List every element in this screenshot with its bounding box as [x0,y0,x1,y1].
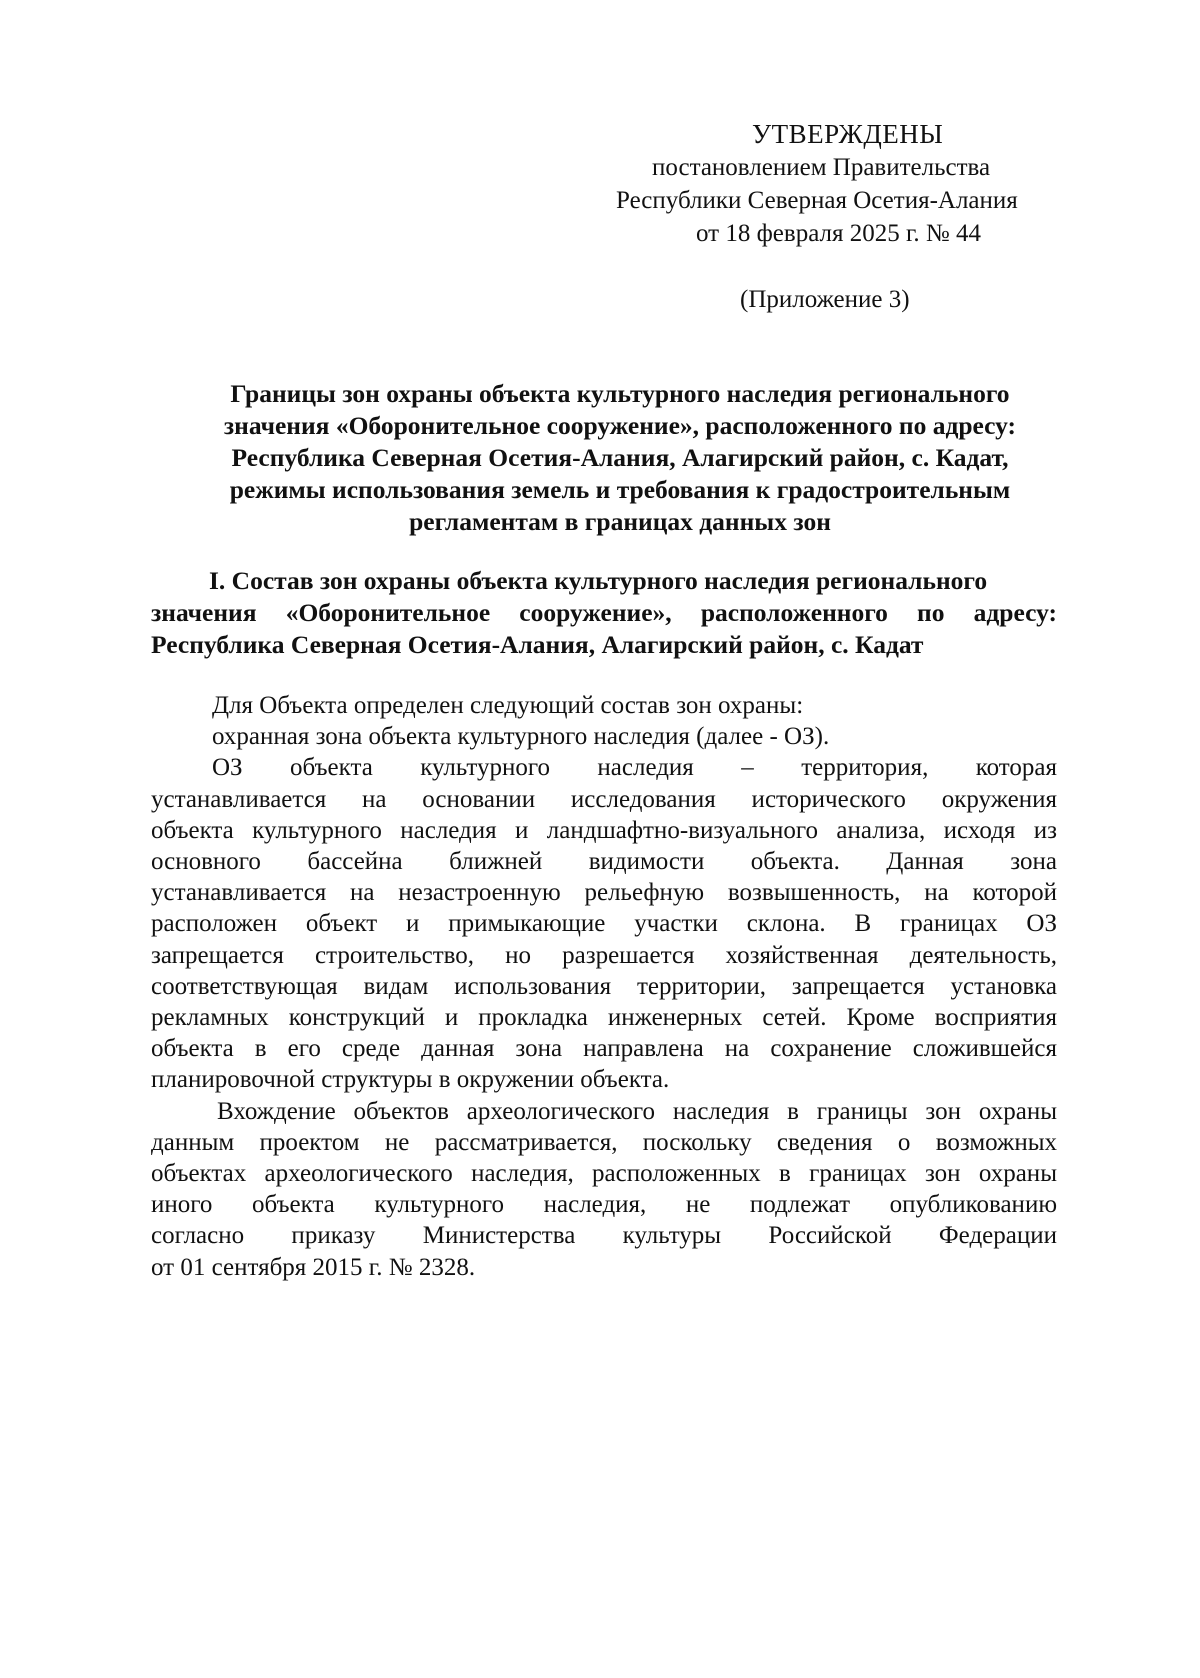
appendix-label: (Приложение 3) [740,286,910,313]
section-heading-line: значения «Оборонительное сооружение», расположенного по адресу: [151,598,1057,627]
paragraph-oz-description [151,752,1057,1095]
paragraph-line: соответствующая видам использования территории, запрещается установка [151,972,1057,1000]
title-line: Республика Северная Осетия-Алания, Алагирский район, с. Кадат, [231,443,1009,472]
paragraph-line: рекламных конструкций и прокладка инженерных сетей. Кроме восприятия [151,1004,1057,1032]
paragraph-line: расположен объект и примыкающие участки склона. В границах ОЗ [151,910,1057,938]
section-heading [151,565,1057,661]
paragraph-line: объекта в его среде данная зона направлена на сохранение сложившейся [151,1035,1057,1063]
paragraph-line: устанавливается на незастроенную рельефную возвышенность, на которой [151,879,1057,907]
paragraph-line: Для Объекта определен следующий состав зон охраны: [212,692,804,719]
approval-heading: УТВЕРЖДЕНЫ [752,119,944,149]
paragraph-line: от 01 сентября 2015 г. № 2328. [151,1253,476,1281]
approval-by-resolution: постановлением Правительства [652,154,991,181]
approval-block [600,118,1120,250]
paragraph-line: объекта культурного наследия и ландшафтно-визуального анализа, исходя из [151,816,1057,844]
paragraph-line: согласно приказу Министерства культуры Российской Федерации [151,1222,1057,1250]
paragraph-archaeology [151,1096,1057,1283]
document-title [150,378,1090,538]
title-line: Границы зон охраны объекта культурного наследия регионального [230,379,1010,408]
title-line: режимы использования земель и требования к градостроительным [229,475,1011,504]
title-line: значения «Оборонительное сооружение», расположенного по адресу: [223,411,1017,440]
paragraph-line: Вхождение объектов археологического наследия в границы зон охраны [217,1097,1057,1125]
paragraph-line: охранная зона объекта культурного наследия (далее - ОЗ). [212,723,830,751]
title-line: регламентам в границах данных зон [409,507,831,536]
paragraph-line: ОЗ объекта культурного наследия – территория, которая [212,754,1057,782]
paragraph-line: данным проектом не рассматривается, поскольку сведения о возможных [151,1128,1057,1156]
body-text [151,690,1057,1283]
paragraph-line: основного бассейна ближней видимости объекта. Данная зона [151,848,1057,876]
section-heading-line: Республика Северная Осетия-Алания, Алагирский район, с. Кадат [151,630,924,659]
paragraph-line: иного объекта культурного наследия, не подлежат опубликованию [151,1191,1057,1219]
approval-date-number: от 18 февраля 2025 г. № 44 [696,220,982,247]
paragraph-line: планировочной структуры в окружении объекта. [151,1066,670,1094]
paragraph-line: устанавливается на основании исследования исторического окружения [151,785,1057,813]
section-heading-line: I. Состав зон охраны объекта культурного наследия регионального [209,566,988,595]
paragraph-line: объектах археологического наследия, расположенных в границах зон охраны [151,1160,1057,1188]
paragraph-zone-composition [151,690,1057,752]
paragraph-line: запрещается строительство, но разрешается хозяйственная деятельность, [151,941,1057,969]
approval-republic: Республики Северная Осетия-Алания [616,187,1018,214]
